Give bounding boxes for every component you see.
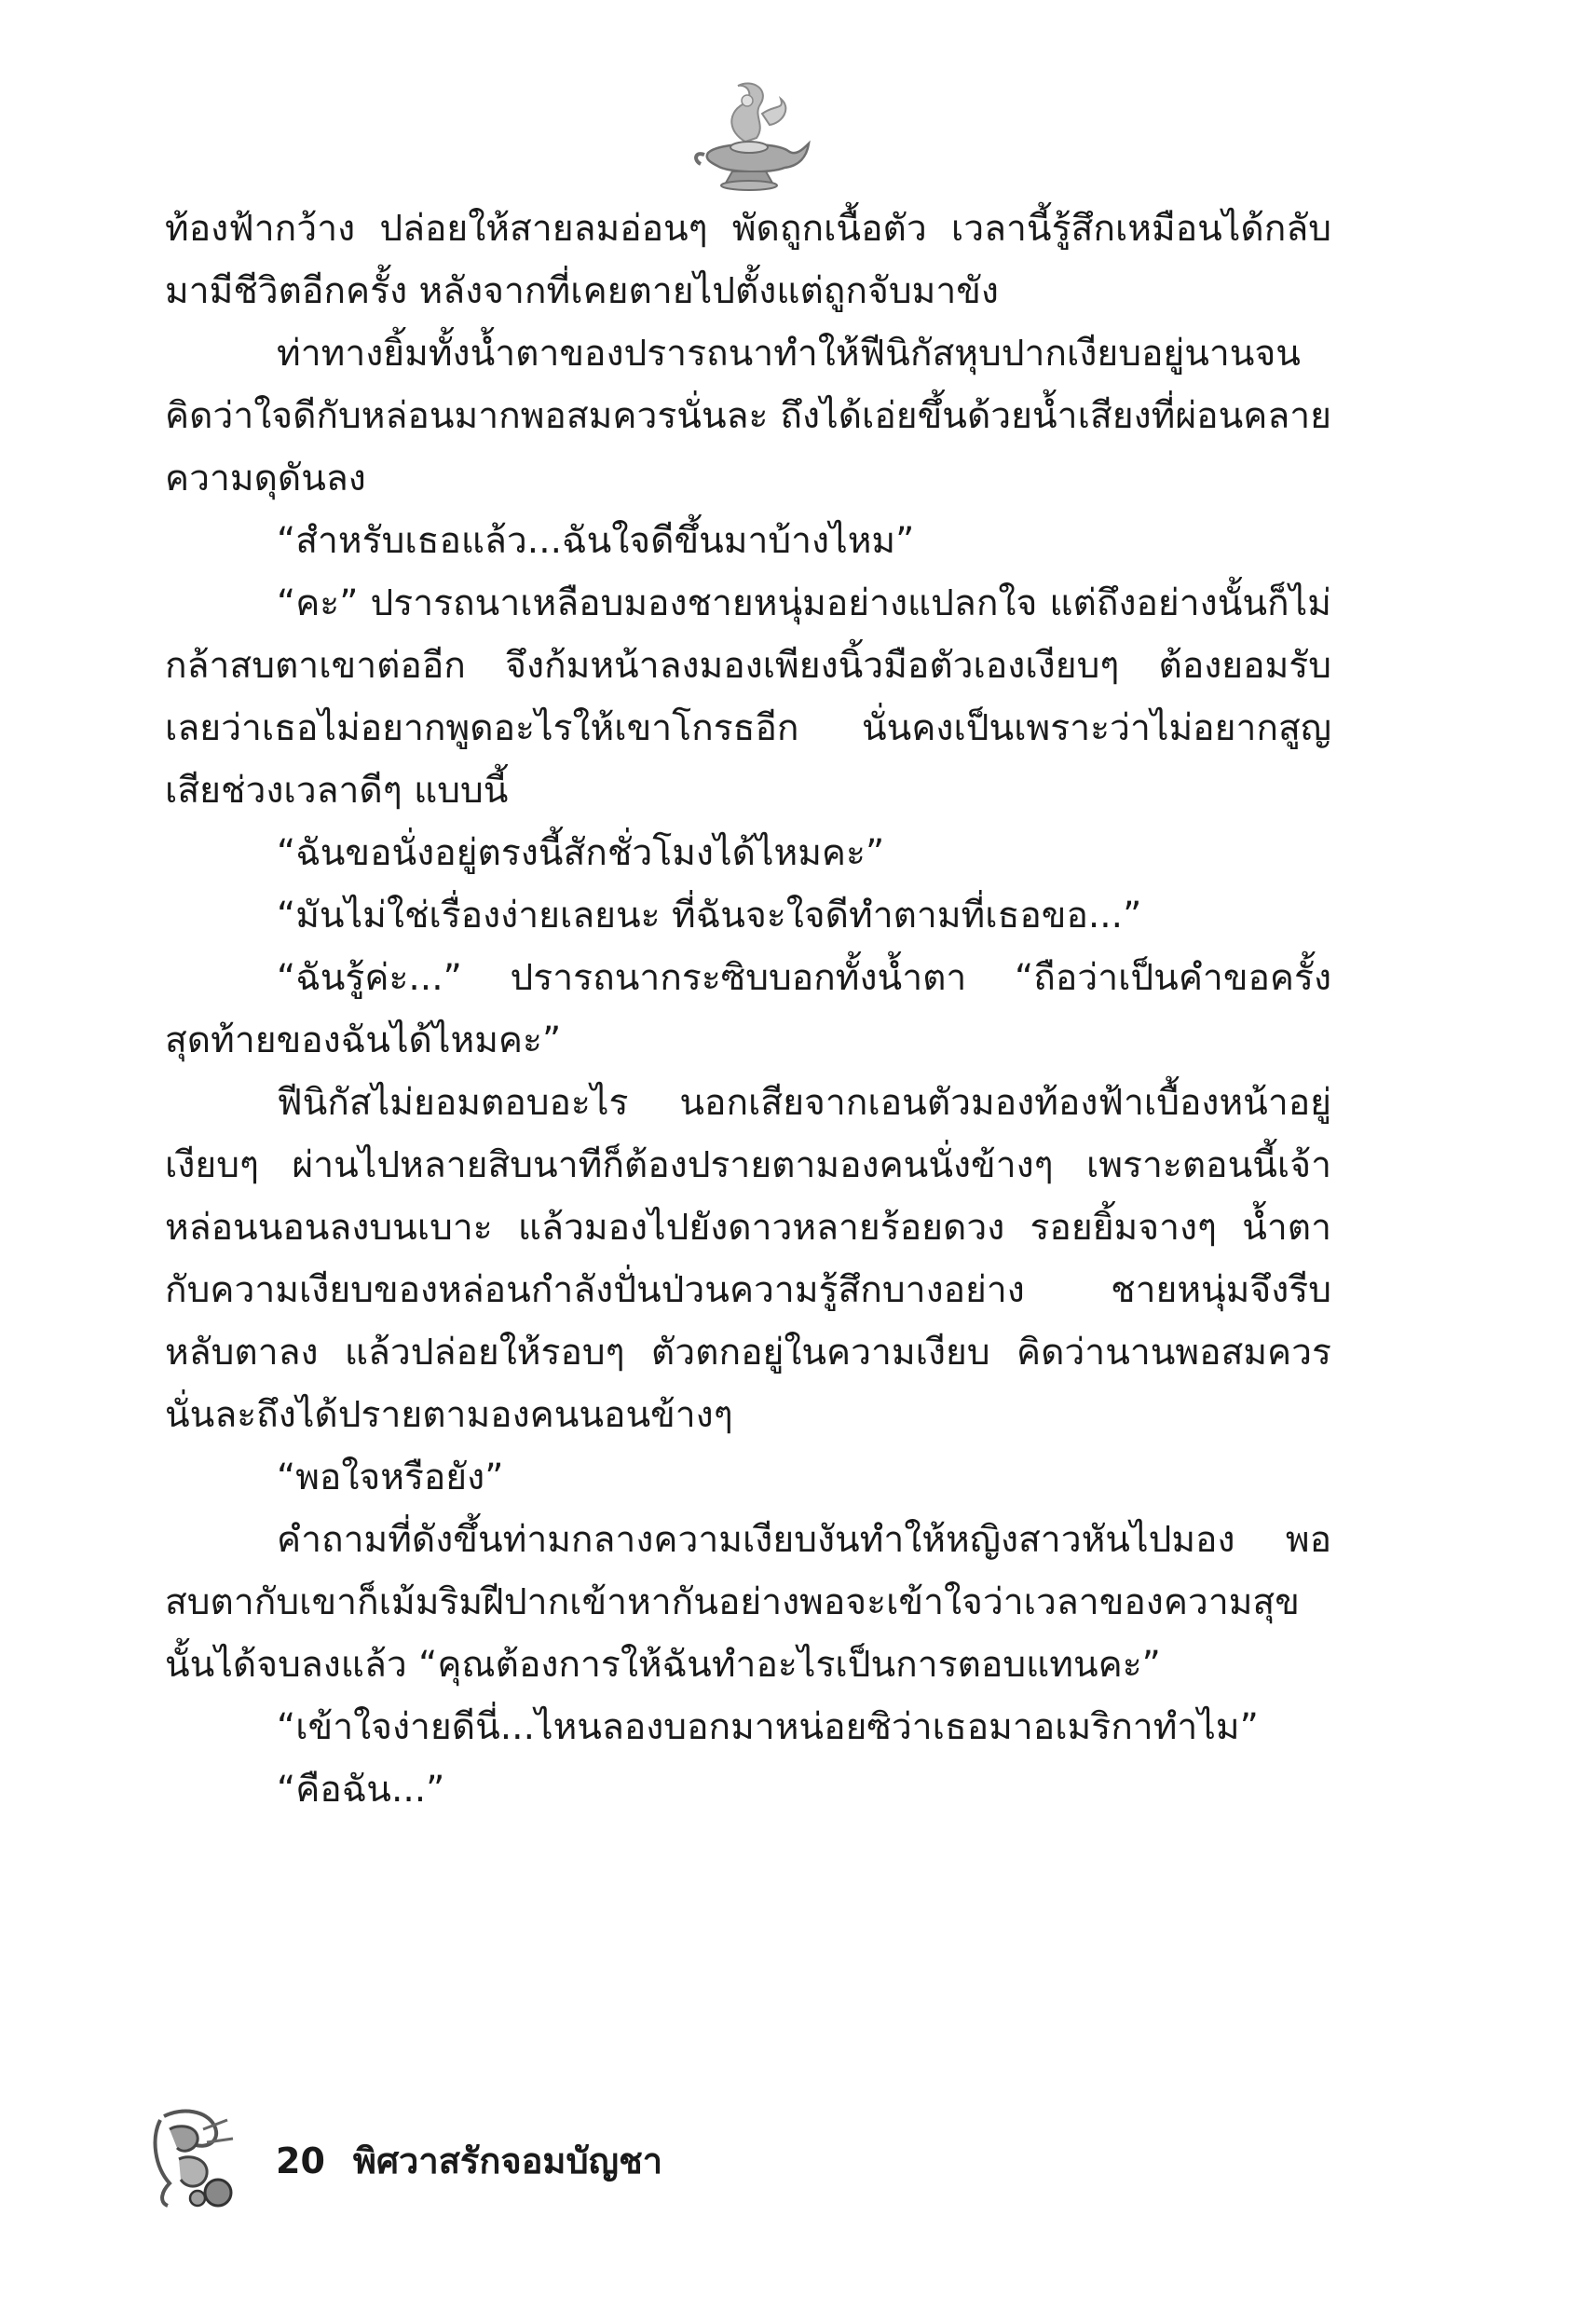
paragraph: “สำหรับเธอแล้ว...ฉันใจดีขึ้นมาบ้างไหม”	[277, 520, 915, 562]
paragraph: “เข้าใจง่ายดีนี่...ไหนลองบอกมาหน่อยซิว่าเธอมาอเมริกาทำไม”	[277, 1706, 1259, 1748]
paragraph: “ฉันรู้ค่ะ...” ปรารถนากระซิบบอกทั้งน้ำตา “ถือว่าเป็นคำขอครั้งสุดท้ายของฉันได้ไหมคะ”	[165, 957, 1331, 1061]
page-number: 20	[276, 2140, 325, 2181]
paragraph: “มันไม่ใช่เรื่องง่ายเลยนะ ที่ฉันจะใจดีทำตามที่เธอขอ...”	[277, 895, 1142, 937]
body-text	[165, 198, 1331, 1821]
paragraph: “คะ” ปรารถนาเหลือบมองชายหนุ่มอย่างแปลกใจ แต่ถึงอย่างนั้นก็ไม่กล้าสบตาเขาต่ออีก จึงก้มหน้าลงมองเพียงนิ้วมือตัวเองเงียบๆ ต้องยอมรับเลยว่าเธอไม่อยากพูดอะไรให้เขาโกรธอีก นั่นคงเป็นเพราะว่าไม่อยากสูญเสียช่วงเวลาดีๆ แบบนี้	[165, 582, 1331, 812]
paragraph: “คือฉัน...”	[277, 1769, 445, 1811]
genie-lamp-icon	[691, 76, 812, 193]
paragraph: ท้องฟ้ากว้าง ปล่อยให้สายลมอ่อนๆ พัดถูกเนื้อตัว เวลานี้รู้สึกเหมือนได้กลับมามีชีวิตอีกครั้ง หลังจากที่เคยตายไปตั้งแต่ถูกจับมาขัง	[165, 208, 1331, 312]
paragraph: “พอใจหรือยัง”	[277, 1456, 504, 1498]
page-footer	[276, 2132, 662, 2189]
paragraph: คำถามที่ดังขึ้นท่ามกลางความเงียบงันทำให้หญิงสาวหันไปมอง พอสบตากับเขาก็เม้มริมฝีปากเข้าหากันอย่างพอจะเข้าใจว่าเวลาของความสุขนั้นได้จบลงแล้ว “คุณต้องการให้ฉันทำอะไรเป็นการตอบแทนคะ”	[165, 1519, 1331, 1686]
sketch-ornament-icon	[142, 2101, 244, 2213]
paragraph: ท่าทางยิ้มทั้งน้ำตาของปรารถนาทำให้ฟีนิกัสหุบปากเงียบอยู่นานจนคิดว่าใจดีกับหล่อนมากพอสมควรนั่นละ ถึงได้เอ่ยขึ้นด้วยน้ำเสียงที่ผ่อนคลายความดุดันลง	[165, 333, 1331, 499]
paragraph: ฟีนิกัสไม่ยอมตอบอะไร นอกเสียจากเอนตัวมองท้องฟ้าเบื้องหน้าอยู่เงียบๆ ผ่านไปหลายสิบนาทีก็ต้องปรายตามองคนนั่งข้างๆ เพราะตอนนี้เจ้าหล่อนนอนลงบนเบาะ แล้วมองไปยังดาวหลายร้อยดวง รอยยิ้มจางๆ น้ำตากับความเงียบของหล่อนกำลังปั่นป่วนความรู้สึกบางอย่าง ชายหนุ่มจึงรีบหลับตาลง แล้วปล่อยให้รอบๆ ตัวตกอยู่ในความเงียบ คิดว่านานพอสมควรนั่นละถึงได้ปรายตามองคนนอนข้างๆ	[165, 1082, 1331, 1436]
paragraph: “ฉันขอนั่งอยู่ตรงนี้สักชั่วโมงได้ไหมคะ”	[277, 832, 885, 874]
book-title: พิศวาสรักจอมบัญชา	[352, 2140, 663, 2181]
